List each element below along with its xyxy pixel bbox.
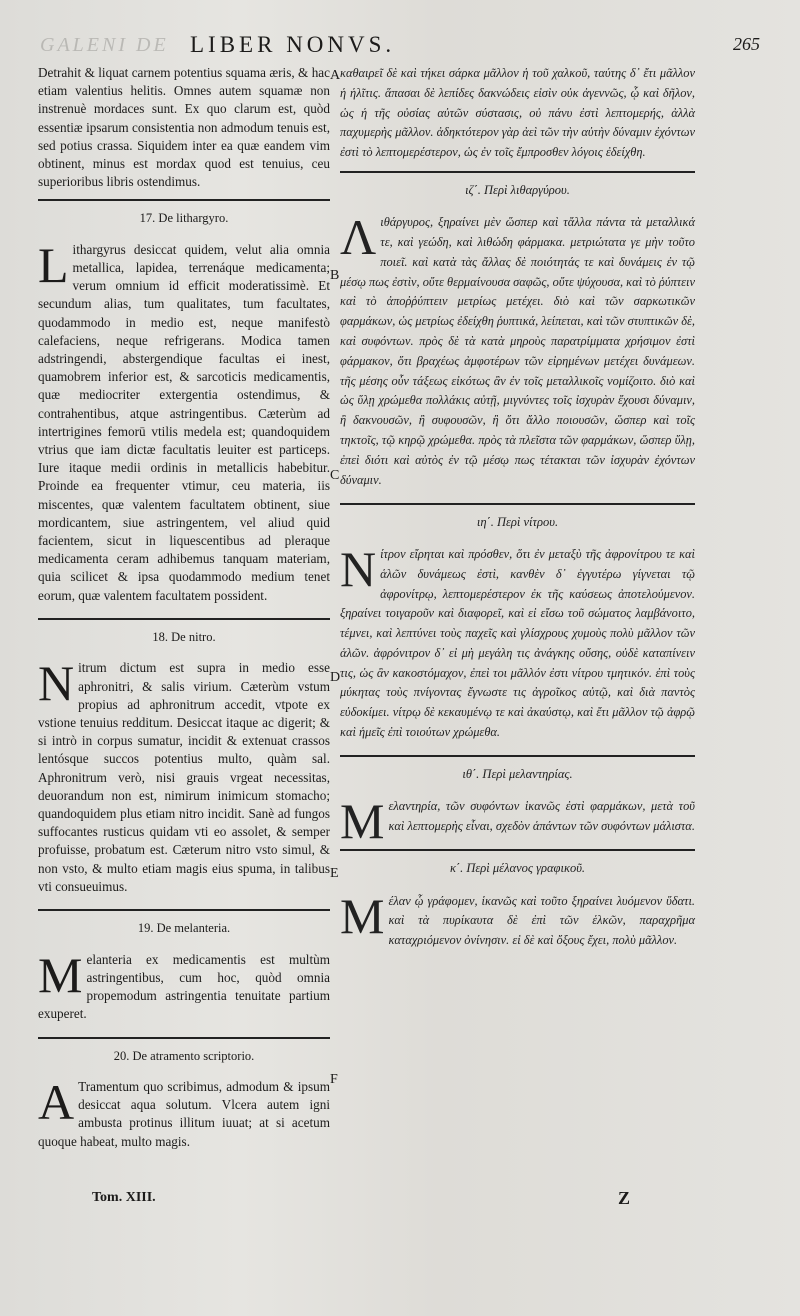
section-heading: 17. De lithargyro. <box>139 211 229 226</box>
section-text: ελαντηρία, τῶν συφόντων ἱκανῶς ἐστὶ φαρμάκων, μετὰ τοῦ καὶ λεπτομερὴς εἶναι, σχεδὸν ἁπάντων τῶν συφόντων μάλιστα. <box>388 799 695 834</box>
margin-letter: A <box>330 68 341 83</box>
page-header <box>40 32 760 60</box>
section-rule <box>340 755 695 757</box>
drop-capital: Λ <box>340 209 377 266</box>
section-text: ιθάργυρος, ξηραίνει μὲν ὥσπερ καὶ τἄλλα πάντα τὰ μεταλλικά τε, καὶ γεώδη, καὶ λιθώδη φάρμακα. μετριώτατα γε μὴν τοῦτο ποιεῖ. καὶ κατὰ τὰς ἄλλας δὲ ποιότητάς τε καὶ δυνάμεις ἐν τῷ μέσῳ πως ἐστὶν, οὔτε θερμαίνουσα σαφῶς, οὔτε ψύχουσα, καὶ τὸ ῥύπτειν καὶ τὸ ἀποῤῥύπτειν μετρίως μετέχει. διὸ καὶ τῶν σαρκωτικῶν φαρμάκων, ὡς μετρίως ἐδείχθη ῥυπτικά, λείπεται, καὶ τῶν στυπτικῶν δὲ, καὶ συφόντων. πρὸς δὲ τὰ κατὰ μηροὺς παρατρίμματα χρήσιμον ἐστὶ φάρμακον, ὅτι βραχέως ἀμφοτέρων τῶν εἰρημένων μετέχει δυνάμεων. τῆς μέσης οὖν τάξεως εἰκότως ἂν ἐν τοῖς μεταλλικοῖς νομίζοιτο. διὸ καὶ ὡς ὕλῃ χρώμεθα πολλάκις αὐτῇ, μιγνύντες τοῖς ἰσχυρὰν ἔχουσι δύναμιν, ἢ δακνουσῶν, ἢ συφουσῶν, ἢ ὅτι ἄλλο ποιουσῶν, ὥσπερ καὶ τοῖς τηκτοῖς, τῷ κηρῷ χρώμεθα. πρὸς τὰ πλεῖστα τῶν φαρμάκων, ὥσπερ ὕλῃ, ἐπεὶ διότι καὶ αὐτὸς ἐν τῷ μέσῳ πως τέτακται τῶν ἰσχυρὰν ἐχόντων δύναμιν. <box>340 215 696 487</box>
section-rule <box>38 1037 330 1039</box>
greek-section-nitrou <box>340 503 695 743</box>
section-text: ίτρον εἴρηται καὶ πρόσθεν, ὅτι ἐν μεταξὺ τῆς ἀφρονίτρου τε καὶ ἁλῶν δυνάμεως ἐστὶ, κανθὲν δ᾽ ἐγγυτέρω γίγνεται τῷ ἀφρονίτρῳ, λεπτομερέστερον ἐκ τῆς καύσεως ἀποτελούμενον. ξηραίνει τοιγαροῦν καὶ διαφορεῖ, καὶ εἰ εἴσω τοῦ σώματος λαμβάνοιτο, τέμνει, καὶ λεπτύνει τοὺς παχεῖς καὶ γλίσχρους χυμοὺς πολὺ μᾶλλον τῶν ἁλῶν. ἀφρόνιτρον δ᾽ εἰ μὴ μεγάλη τις ἀνάγκης οὔσης, οὐδὲ καταπίνειν τις, ὡς ἂν κακοστόμαχον, ἐπεὶ τοι μᾶλλόν ἐστι νίτρου τμητικόν. ἐπὶ τοὺς μύκητας τοὺς πνίγοντας ἔγνωστε τις ἀγροῖκος αὐτῷ, καὶ διὰ παντὸς εὐδοκίμει. νίτρῳ δὲ κεκαυμένῳ τε καὶ ἀκαύστῳ, καὶ ἔτι μᾶλλον τῷ ἀφρῷ καὶ ἡμεῖς ἐπὶ τοιούτων χρώμεθα. <box>340 546 695 740</box>
drop-capital: M <box>38 946 83 1003</box>
margin-letter: E <box>330 866 339 881</box>
greek-column <box>340 64 695 963</box>
latin-section-lithargyro <box>38 199 330 604</box>
greek-intro-text: καθαιρεῖ δὲ καὶ τήκει σάρκα μᾶλλον ἡ τοῦ χαλκοῦ, ταύτης δ᾽ ἔτι μᾶλλον ἡ ἡλῖτις. ἅπασαι δὲ λεπίδες δακνώδεις εἰσὶν οὐκ ἀγεννῶς, ᾧ καὶ δῆλον, ὡς ἡ τῆς οὐσίας αὐτῶν σύστασις, οὐ πάνυ ἐστὶ λεπτομερής, ἀλλὰ παχυμερὴς μᾶλλον. ἀδηκτότερον γὰρ ἀεὶ τῶν τὴν αὐτὴν δύναμιν ἐχόντων ἐστὶ τὸ λεπτομερέστερον, ὡς ἐν τοῖς ἔμπροσθεν λόγοις ἐδείχθη. <box>340 66 695 160</box>
greek-section-lithargyrou <box>340 171 695 490</box>
latin-section-nitro <box>38 618 330 896</box>
greek-intro <box>340 64 695 163</box>
volume-footer: Tom. XIII. <box>92 1190 156 1205</box>
section-text: itrum dictum est supra in medio esse aphronitri, & salis virium. Cæterùm vstum propius ad aphronitrum accedit, vtpote ex vstione tenuius redditum. Desiccat itaque ac digerit; & si intrò in corpus sumatur, incidit & extenuat crassos lentósque succos potentius multo, quàm sal. Aphronitrum verò, nisi grauis vrgeat necessitas, deuorandum non est, nimirum inimicum stomacho; quandoquidem plus etiam nitro incidit. Sanè ad fungos suffocantes rusticus quidam vti eo assolet, & semper profuisse, probatum est. Cæterum nitro vsto simul, & non vsto, & multo etiam magis eius spuma, in talibus vti consueuimus. <box>38 660 330 894</box>
section-rule <box>340 849 695 851</box>
margin-letter: F <box>330 1072 338 1087</box>
section-heading: ιζ΄. Περὶ λιθαργύρου. <box>465 182 570 197</box>
latin-intro <box>38 64 330 191</box>
margin-letter: C <box>330 468 340 483</box>
section-rule <box>38 909 330 911</box>
section-text: elanteria ex medicamentis est multùm astringentibus, cum hoc, quòd omnia propemodum astringentia tenuitate partium exuperet. <box>38 951 330 1022</box>
drop-capital: N <box>38 655 75 712</box>
drop-capital: A <box>38 1074 75 1131</box>
section-rule <box>340 171 695 173</box>
latin-section-melanteria <box>38 909 330 1023</box>
page-number: 265 <box>733 34 760 54</box>
greek-section-melanterias <box>340 755 695 850</box>
section-rule <box>340 503 695 505</box>
section-text: έλαν ᾧ γράφομεν, ἱκανῶς καὶ τοῦτο ξηραίνει λυόμενον ὕδατι. καὶ τὰ πυρίκαυτα δὲ ἐπὶ τῶν ἑλκῶν, παραχρῆμα καταχριόμενον ὀνίνησιν. εἰ δὲ καὶ ὄξους ἔχει, πολὺ μᾶλλον. <box>388 893 695 948</box>
drop-capital: L <box>38 236 69 293</box>
drop-capital: Μ <box>340 793 385 850</box>
section-text: ithargyrus desiccat quidem, velut alia omnia metallica, lapidea, terrenáque medicamenta; verum omnium id efficit moderatissimè. Et secundum alias, tum qualitates, tum facultates, quodammodo in medio est, neque manifestò calefaciens, neque refrigerans. Modica tamen adstringendi, abstergendique facultas ei inest, quamobrem inferior est, & sarcoticis medicamentis, quæ mediocriter extergentia ostendimus, & contrahentibus, atque astringentibus. Cæterùm ad intertrigines femorū vtilis medela est; quandoquidem vtrius que iam dictæ facultatis leuiter est particeps. Iure itaque medii ordinis in metallicis habebitur. Proinde ea frequenter vtimur, ceu materia, iis miscentes, quæ valentem facultatem obtinent, siue mordicantem, siue astringentem, vel aliud quid facientem, sicut in liquescentibus ad pleraque medicamenta ceram adhibemus tanquam materiam, quia scilicet & ipsa quodammodo medium tenet eorum, quæ valentem facultatem possident. <box>38 241 330 603</box>
latin-column <box>38 64 330 1164</box>
margin-letter: D <box>330 670 341 685</box>
section-heading: 19. De melanteria. <box>137 921 231 936</box>
bleed-through-text: GALENI DE <box>40 34 169 56</box>
margin-letter: B <box>330 268 340 283</box>
drop-capital: Ν <box>340 540 377 597</box>
section-heading: κ΄. Περὶ μέλανος γραφικοῦ. <box>449 861 586 876</box>
section-heading: 18. De nitro. <box>152 630 216 645</box>
latin-intro-text: Detrahit & liquat carnem potentius squama æris, & hac etiam valentius helitis. Omnes autem squamæ non instrenuè mordaces sunt. Ex quo clarum est, quòd essentiæ ipsarum consistentia non admodum tenuis est, sed potius crassa. Siquidem inter ea quæ eandem vim obtinent, minus est mordax quod est tenuius, ceu superioribus libris ostendimus. <box>38 65 330 190</box>
section-heading: ιη΄. Περὶ νίτρου. <box>476 514 559 529</box>
greek-section-melanos <box>340 849 695 951</box>
section-rule <box>38 199 330 201</box>
drop-capital: Μ <box>340 887 385 944</box>
section-heading: 20. De atramento scriptorio. <box>113 1048 255 1063</box>
section-rule <box>38 618 330 620</box>
section-text: Tramentum quo scribimus, admodum & ipsum desiccat aqua solutum. Vlcera autem igni ambusta protinus illitum iuuat; at si acetum quoque habeat, multo magis. <box>38 1079 330 1149</box>
running-title: LIBER NONVS. <box>190 32 396 57</box>
section-heading: ιθ΄. Περὶ μελαντηρίας. <box>462 767 573 782</box>
signature-mark: Z <box>618 1188 631 1208</box>
latin-section-atramento <box>38 1037 330 1151</box>
